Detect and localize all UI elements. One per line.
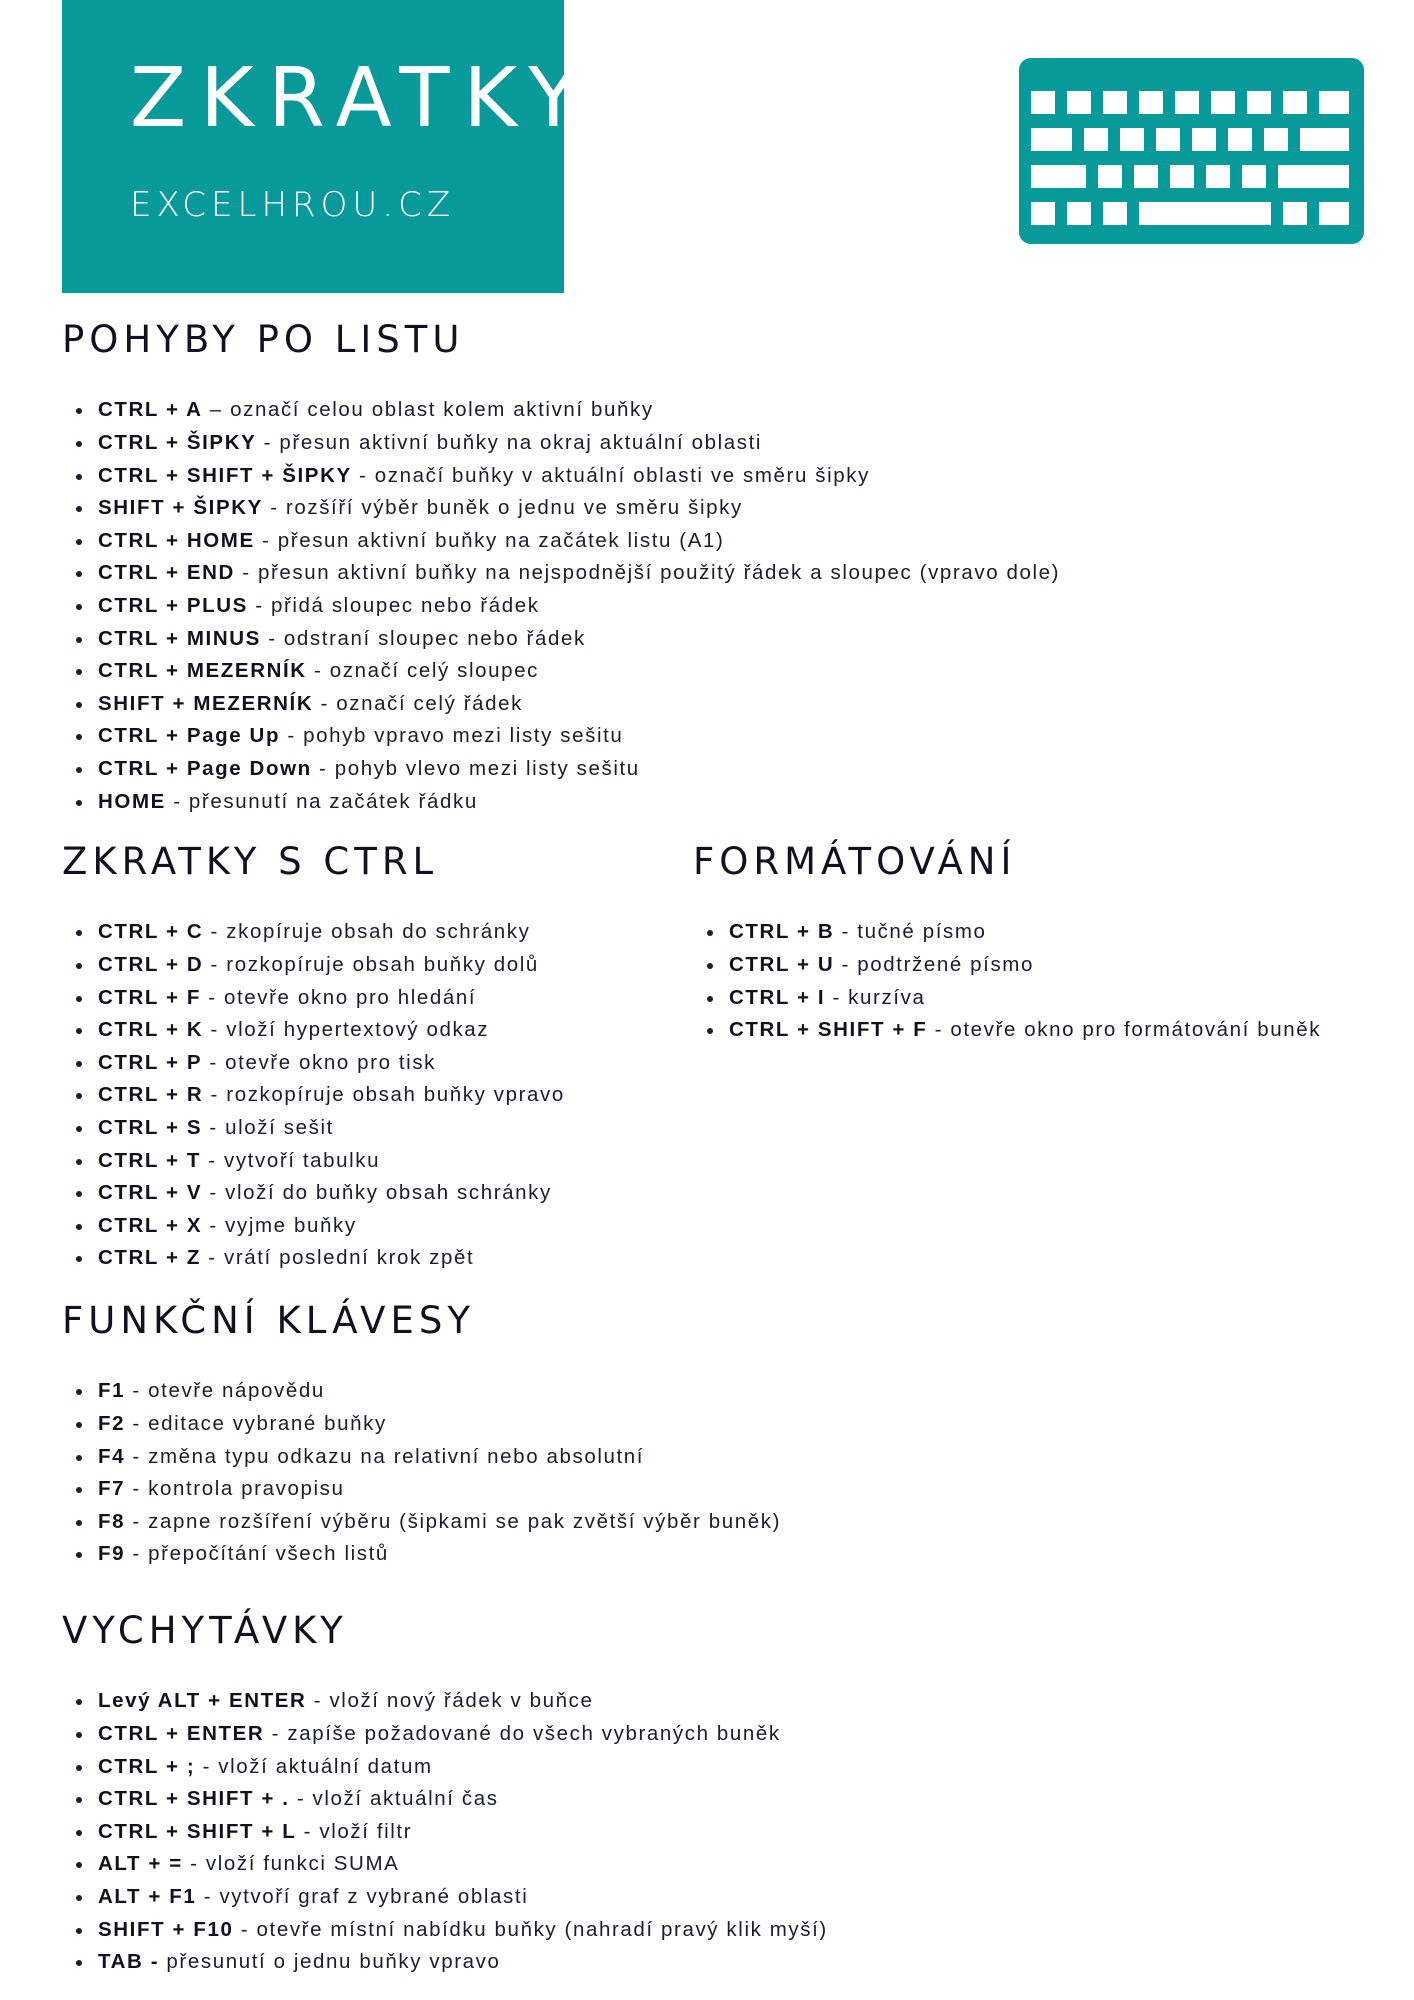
shortcut-key: F2 <box>98 1411 126 1435</box>
shortcut-item <box>62 1751 828 1784</box>
shortcut-description: - vloží filtr <box>296 1819 413 1843</box>
section-formatovani <box>693 840 1321 1047</box>
shortcut-key: F1 <box>98 1379 126 1403</box>
shortcut-key: ALT + = <box>98 1852 183 1876</box>
shortcut-description: - přesun aktivní buňky na začátek listu (A1) <box>254 528 725 552</box>
shortcut-item <box>62 1112 565 1145</box>
shortcut-key: F9 <box>98 1542 126 1566</box>
section-title: ZKRATKY S CTRL <box>62 840 439 883</box>
shortcut-item <box>62 753 1060 786</box>
shortcut-item <box>62 623 1060 656</box>
shortcut-key: CTRL + D <box>98 952 204 976</box>
shortcut-key: CTRL + U <box>729 952 835 976</box>
shortcut-description: - přidá sloupec nebo řádek <box>247 593 540 617</box>
shortcut-item <box>62 1783 828 1816</box>
shortcut-description: - otevře okno pro tisk <box>202 1050 437 1074</box>
shortcut-description: - vytvoří graf z vybrané oblasti <box>196 1884 529 1908</box>
shortcut-key: CTRL + SHIFT + ŠIPKY <box>98 463 352 487</box>
shortcut-key: F8 <box>98 1509 126 1533</box>
shortcut-key: CTRL + P <box>98 1050 203 1074</box>
shortcut-item <box>62 1210 565 1243</box>
shortcut-description: - zkopíruje obsah do schránky <box>203 920 531 944</box>
shortcut-item <box>62 1538 781 1571</box>
shortcut-item <box>62 982 565 1015</box>
shortcut-description: - otevře okno pro hledání <box>200 985 477 1009</box>
section-pohyby <box>62 318 1060 818</box>
shortcut-key: CTRL + Z <box>98 1246 201 1270</box>
shortcut-description: - vyjme buňky <box>202 1213 357 1237</box>
shortcut-description: - vloží do buňky obsah schránky <box>202 1181 552 1205</box>
shortcut-item <box>62 1914 828 1947</box>
shortcut-key: CTRL + SHIFT + L <box>98 1819 297 1843</box>
shortcut-item <box>62 492 1060 525</box>
shortcut-key: CTRL + HOME <box>98 528 255 552</box>
shortcut-description: - rozšíří výběr buněk o jednu ve směru šipky <box>262 496 743 520</box>
section-title: VYCHYTÁVKY <box>62 1609 348 1652</box>
shortcut-description: - označí celý řádek <box>313 691 523 715</box>
shortcut-description: přesunutí o jednu buňky vpravo <box>159 1950 501 1974</box>
shortcut-item <box>62 427 1060 460</box>
shortcut-key: CTRL + END <box>98 561 235 585</box>
shortcut-item <box>62 786 1060 819</box>
shortcut-item <box>62 1441 781 1474</box>
shortcut-description: - vloží funkci SUMA <box>182 1852 400 1876</box>
shortcut-item <box>62 1506 781 1539</box>
shortcut-item <box>62 1375 781 1408</box>
shortcut-key: CTRL + R <box>98 1083 204 1107</box>
shortcut-key: HOME <box>98 789 166 813</box>
shortcut-key: CTRL + V <box>98 1181 203 1205</box>
shortcut-description: - podtržené písmo <box>834 952 1034 976</box>
shortcut-item <box>62 525 1060 558</box>
shortcut-item <box>62 1946 828 1979</box>
shortcut-item <box>693 1014 1321 1047</box>
shortcut-item <box>62 1047 565 1080</box>
shortcut-key: ALT + F1 <box>98 1884 197 1908</box>
shortcut-item <box>62 916 565 949</box>
shortcut-key: CTRL + ; <box>98 1754 196 1778</box>
shortcut-description: - otevře nápovědu <box>125 1379 325 1403</box>
shortcut-description: - vloží nový řádek v buňce <box>306 1689 594 1713</box>
shortcut-list <box>693 916 1321 1046</box>
shortcut-description: - rozkopíruje obsah buňky vpravo <box>203 1083 565 1107</box>
shortcut-item <box>62 1473 781 1506</box>
shortcut-item <box>62 1848 828 1881</box>
shortcut-item <box>62 1242 565 1275</box>
shortcut-item <box>693 982 1321 1015</box>
shortcut-description: - uloží sešit <box>202 1115 334 1139</box>
shortcut-key: CTRL + PLUS <box>98 593 248 617</box>
shortcut-item <box>62 460 1060 493</box>
shortcut-item <box>62 1881 828 1914</box>
shortcut-key: CTRL + SHIFT + F <box>729 1018 928 1042</box>
shortcut-item <box>62 1145 565 1178</box>
shortcut-item <box>62 688 1060 721</box>
shortcut-item <box>62 1685 828 1718</box>
shortcut-description: - vloží aktuální datum <box>195 1754 433 1778</box>
keyboard-icon <box>1019 58 1364 244</box>
shortcut-description: - označí celý sloupec <box>306 659 540 683</box>
shortcut-key: CTRL + MINUS <box>98 626 261 650</box>
shortcut-list <box>62 916 565 1275</box>
shortcut-key: CTRL + MEZERNÍK <box>98 659 307 683</box>
shortcut-key: CTRL + X <box>98 1213 203 1237</box>
shortcut-key: CTRL + SHIFT + . <box>98 1787 290 1811</box>
section-funkcni <box>62 1299 781 1571</box>
shortcut-description: - pohyb vlevo mezi listy sešitu <box>311 756 640 780</box>
shortcut-description: - zapne rozšíření výběru (šipkami se pak zvětší výběr buněk) <box>125 1509 782 1533</box>
shortcut-item <box>62 1177 565 1210</box>
shortcut-list <box>62 394 1060 818</box>
shortcut-item <box>62 1816 828 1849</box>
shortcut-description: - změna typu odkazu na relativní nebo absolutní <box>125 1444 645 1468</box>
shortcut-key: CTRL + C <box>98 920 204 944</box>
shortcut-description: – označí celou oblast kolem aktivní buňky <box>202 398 654 422</box>
shortcut-description: - tučné písmo <box>834 920 987 944</box>
shortcut-item <box>62 590 1060 623</box>
shortcut-description: - vytvoří tabulku <box>200 1148 381 1172</box>
shortcut-description: - editace vybrané buňky <box>125 1411 387 1435</box>
shortcut-item <box>693 916 1321 949</box>
shortcut-description: - odstraní sloupec nebo řádek <box>260 626 586 650</box>
shortcut-item <box>62 655 1060 688</box>
shortcut-description: - kontrola pravopisu <box>125 1477 345 1501</box>
shortcut-key: SHIFT + MEZERNÍK <box>98 691 314 715</box>
shortcut-description: - přesun aktivní buňky na okraj aktuální oblasti <box>256 430 763 454</box>
shortcut-description: - vloží hypertextový odkaz <box>203 1018 490 1042</box>
shortcut-key: CTRL + B <box>729 920 835 944</box>
shortcut-key: TAB - <box>98 1950 160 1974</box>
shortcut-key: CTRL + Page Down <box>98 756 312 780</box>
shortcut-key: SHIFT + F10 <box>98 1917 234 1941</box>
shortcut-description: - označí buňky v aktuální oblasti ve směru šipky <box>351 463 870 487</box>
page-title: ZKRATKY <box>130 51 593 146</box>
shortcut-item <box>62 1718 828 1751</box>
site-name: EXCELHROU.CZ <box>130 185 456 225</box>
shortcut-item <box>62 557 1060 590</box>
section-vychytavky <box>62 1609 828 1979</box>
shortcut-list <box>62 1375 781 1571</box>
shortcut-item <box>62 949 565 982</box>
shortcut-key: CTRL + K <box>98 1018 204 1042</box>
shortcut-key: CTRL + F <box>98 985 201 1009</box>
shortcut-key: CTRL + Page Up <box>98 724 281 748</box>
shortcut-description: - otevře okno pro formátování buněk <box>927 1018 1322 1042</box>
shortcut-description: - otevře místní nabídku buňky (nahradí pravý klik myší) <box>233 1917 828 1941</box>
shortcut-item <box>693 949 1321 982</box>
shortcut-key: CTRL + ENTER <box>98 1721 265 1745</box>
shortcut-key: CTRL + A <box>98 398 203 422</box>
shortcut-key: CTRL + T <box>98 1148 201 1172</box>
shortcut-description: - rozkopíruje obsah buňky dolů <box>203 952 539 976</box>
shortcut-description: - přesun aktivní buňky na nejspodnější použitý řádek a sloupec (vpravo dole) <box>234 561 1061 585</box>
shortcut-key: CTRL + I <box>729 985 826 1009</box>
shortcut-list <box>62 1685 828 1978</box>
section-ctrl <box>62 840 565 1275</box>
shortcut-key: F7 <box>98 1477 126 1501</box>
shortcut-description: - vrátí poslední krok zpět <box>200 1246 475 1270</box>
shortcut-item <box>62 720 1060 753</box>
shortcut-key: CTRL + S <box>98 1115 203 1139</box>
shortcut-item <box>62 1408 781 1441</box>
shortcut-description: - přepočítání všech listů <box>125 1542 389 1566</box>
shortcut-description: - kurzíva <box>825 985 926 1009</box>
shortcut-key: SHIFT + ŠIPKY <box>98 496 263 520</box>
shortcut-key: Levý ALT + ENTER <box>98 1689 307 1713</box>
shortcut-item <box>62 394 1060 427</box>
shortcut-description: - přesunutí na začátek řádku <box>165 789 478 813</box>
shortcut-description: - pohyb vpravo mezi listy sešitu <box>280 724 624 748</box>
shortcut-description: - zapíše požadované do všech vybraných buněk <box>264 1721 781 1745</box>
section-title: FUNKČNÍ KLÁVESY <box>62 1299 475 1342</box>
header-banner <box>62 0 593 293</box>
shortcut-description: - vloží aktuální čas <box>289 1787 499 1811</box>
section-title: POHYBY PO LISTU <box>62 318 465 361</box>
shortcut-item <box>62 1014 565 1047</box>
shortcut-key: CTRL + ŠIPKY <box>98 430 257 454</box>
shortcut-item <box>62 1079 565 1112</box>
shortcut-key: F4 <box>98 1444 126 1468</box>
section-title: FORMÁTOVÁNÍ <box>693 840 1017 883</box>
